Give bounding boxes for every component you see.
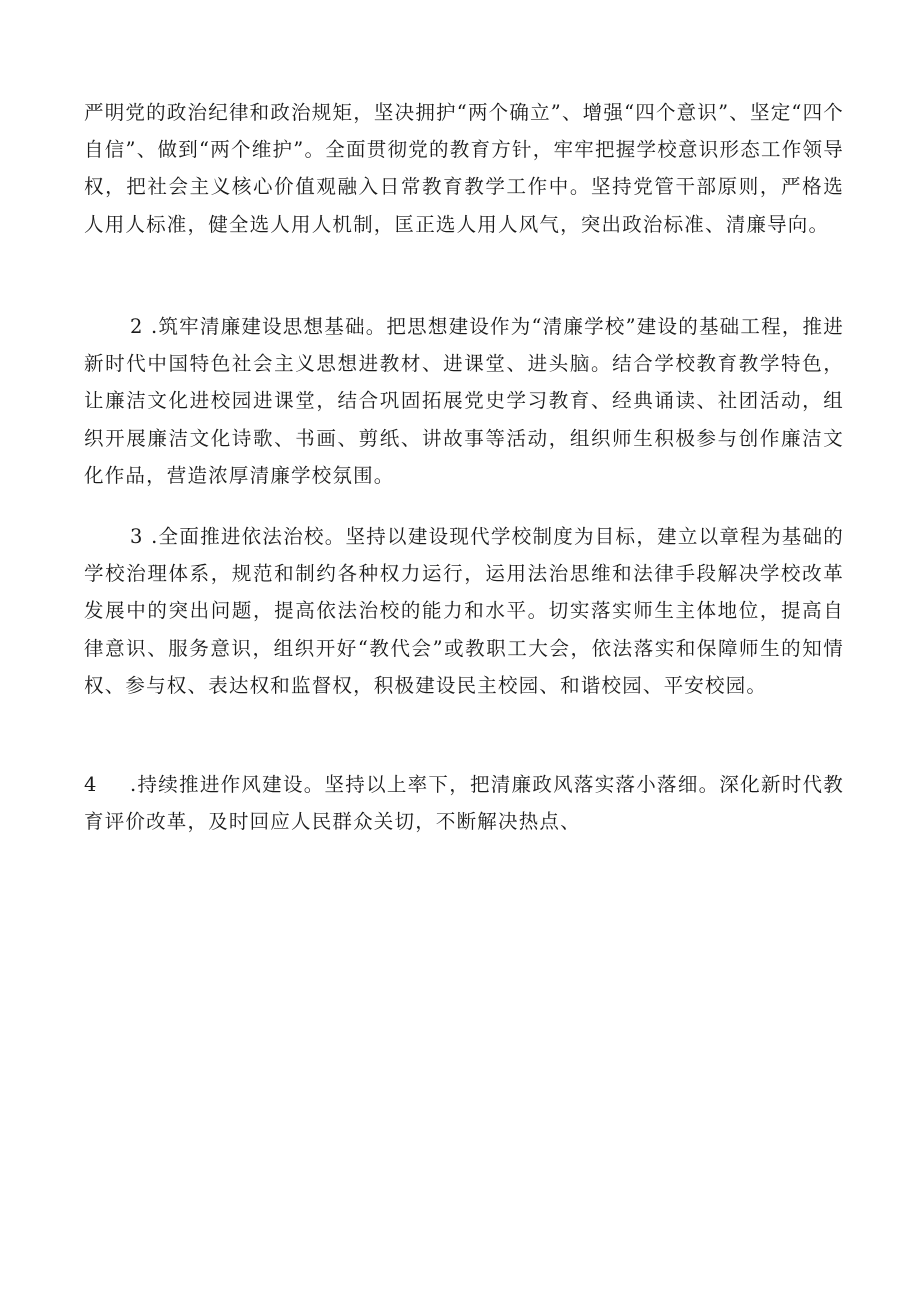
paragraph-4-text: .持续推进作风建设。坚持以上率下，把清廉政风落实落小落细。深化新时代教育评价改革，及时回应人民群众关切，不断解决热点、 — [84, 773, 844, 834]
paragraph-1-block — [84, 94, 844, 243]
paragraph-2-block — [84, 308, 844, 494]
paragraph-4-number: 4 — [84, 773, 97, 796]
paragraph-3: 3 .全面推进依法治校。坚持以建设现代学校制度为目标，建立以章程为基础的学校治理体系，规范和制约各种权力运行，运用法治思维和法律手段解决学校改革发展中的突出问题，提高依法治校的能力和水平。切实落实师生主体地位，提高自律意识、服务意识，组织开好“教代会”或教职工大会，依法落实和保障师生的知情权、参与权、表达权和监督权，积极建设民主校园、和谐校园、平安校园。 — [84, 525, 844, 697]
paragraph-1: 严明党的政治纪律和政治规矩，坚决拥护“两个确立”、增强“四个意识”、坚定“四个自信”、做到“两个维护”。全面贯彻党的教育方针，牢牢把握学校意识形态工作领导权，把社会主义核心价值观融入日常教育教学工作中。坚持党管干部原则，严格选人用人标准，健全选人用人机制，匡正选人用人风气，突出政治标准、清廉导向。 — [84, 101, 844, 236]
paragraph-2: 2 .筑牢清廉建设思想基础。把思想建设作为“清廉学校”建设的基础工程，推进新时代中国特色社会主义思想进教材、进课堂、进头脑。结合学校教育教学特色，让廉洁文化进校园进课堂，结合巩固拓展党史学习教育、经典诵读、社团活动，组织开展廉洁文化诗歌、书画、剪纸、讲故事等活动，组织师生积极参与创作廉洁文化作品，营造浓厚清廉学校氛围。 — [84, 315, 844, 487]
paragraph-4 — [84, 766, 844, 840]
paragraph-3-block — [84, 518, 844, 704]
paragraph-4-block — [84, 766, 844, 840]
